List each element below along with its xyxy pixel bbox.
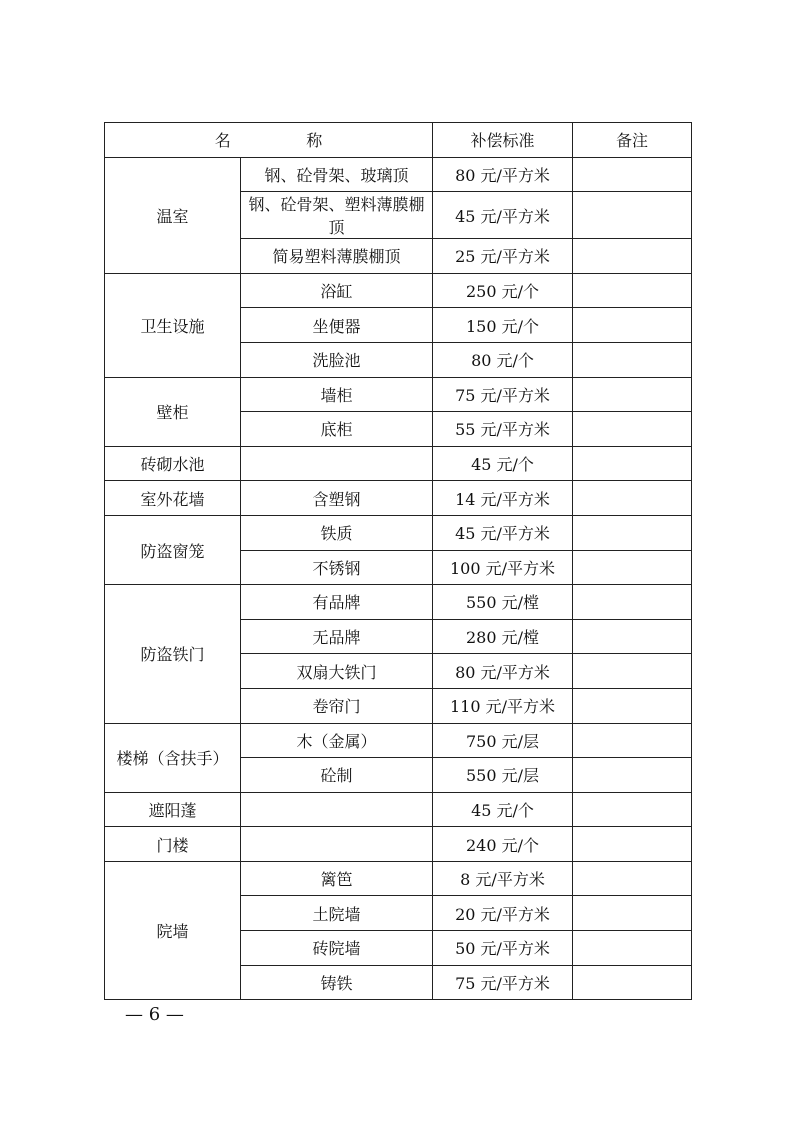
item-name-cell: 砖院墙 [241, 931, 433, 966]
price-cell: 250 元/个 [433, 273, 573, 308]
note-cell [573, 931, 692, 966]
item-name-cell: 土院墙 [241, 896, 433, 931]
price-cell: 240 元/个 [433, 827, 573, 862]
price-cell: 50 元/平方米 [433, 931, 573, 966]
category-cell: 院墙 [105, 861, 241, 999]
price-cell: 45 元/平方米 [433, 515, 573, 550]
item-name-cell: 含塑钢 [241, 481, 433, 516]
table-row [105, 481, 692, 516]
price-cell: 750 元/层 [433, 723, 573, 758]
item-name-cell: 铁质 [241, 515, 433, 550]
table-row [105, 515, 692, 550]
price-cell: 150 元/个 [433, 308, 573, 343]
category-cell: 防盗铁门 [105, 585, 241, 723]
note-cell [573, 239, 692, 274]
item-name-cell: 无品牌 [241, 619, 433, 654]
category-cell: 遮阳蓬 [105, 792, 241, 827]
note-cell [573, 157, 692, 192]
note-cell [573, 550, 692, 585]
item-name-cell: 钢、砼骨架、塑料薄膜棚顶 [241, 192, 433, 239]
table-row [105, 377, 692, 412]
note-cell [573, 192, 692, 239]
note-cell [573, 827, 692, 862]
category-cell: 砖砌水池 [105, 446, 241, 481]
category-cell: 壁柜 [105, 377, 241, 446]
note-cell [573, 342, 692, 377]
category-cell: 门楼 [105, 827, 241, 862]
item-name-cell [241, 446, 433, 481]
note-cell [573, 619, 692, 654]
table-row [105, 861, 692, 896]
price-cell: 20 元/平方米 [433, 896, 573, 931]
price-cell: 80 元/平方米 [433, 654, 573, 689]
note-cell [573, 723, 692, 758]
note-cell [573, 654, 692, 689]
item-name-cell [241, 827, 433, 862]
price-cell: 80 元/平方米 [433, 157, 573, 192]
header-name: 名 称 [105, 123, 433, 158]
note-cell [573, 515, 692, 550]
item-name-cell [241, 792, 433, 827]
price-cell: 550 元/樘 [433, 585, 573, 620]
note-cell [573, 965, 692, 1000]
table-row [105, 273, 692, 308]
table-row [105, 827, 692, 862]
note-cell [573, 861, 692, 896]
item-name-cell: 木（金属） [241, 723, 433, 758]
price-cell: 8 元/平方米 [433, 861, 573, 896]
price-cell: 75 元/平方米 [433, 965, 573, 1000]
category-cell: 防盗窗笼 [105, 515, 241, 584]
item-name-cell: 墙柜 [241, 377, 433, 412]
price-cell: 45 元/个 [433, 792, 573, 827]
item-name-cell: 浴缸 [241, 273, 433, 308]
item-name-cell: 铸铁 [241, 965, 433, 1000]
price-cell: 110 元/平方米 [433, 688, 573, 723]
item-name-cell: 洗脸池 [241, 342, 433, 377]
note-cell [573, 308, 692, 343]
price-cell: 280 元/樘 [433, 619, 573, 654]
price-cell: 14 元/平方米 [433, 481, 573, 516]
note-cell [573, 896, 692, 931]
price-cell: 550 元/层 [433, 758, 573, 793]
header-standard: 补偿标准 [433, 123, 573, 158]
page-number: — 6 — [125, 1004, 184, 1025]
price-cell: 80 元/个 [433, 342, 573, 377]
item-name-cell: 卷帘门 [241, 688, 433, 723]
header-note: 备注 [573, 123, 692, 158]
table-row [105, 792, 692, 827]
note-cell [573, 377, 692, 412]
item-name-cell: 底柜 [241, 412, 433, 447]
table-row [105, 585, 692, 620]
table-row [105, 723, 692, 758]
item-name-cell: 钢、砼骨架、玻璃顶 [241, 157, 433, 192]
price-cell: 55 元/平方米 [433, 412, 573, 447]
note-cell [573, 758, 692, 793]
table-header-row [105, 123, 692, 158]
note-cell [573, 446, 692, 481]
note-cell [573, 481, 692, 516]
item-name-cell: 砼制 [241, 758, 433, 793]
item-name-cell: 坐便器 [241, 308, 433, 343]
item-name-cell: 不锈钢 [241, 550, 433, 585]
note-cell [573, 273, 692, 308]
note-cell [573, 412, 692, 447]
category-cell: 楼梯（含扶手） [105, 723, 241, 792]
item-name-cell: 有品牌 [241, 585, 433, 620]
note-cell [573, 792, 692, 827]
compensation-table [104, 122, 692, 1000]
price-cell: 45 元/平方米 [433, 192, 573, 239]
price-cell: 100 元/平方米 [433, 550, 573, 585]
price-cell: 75 元/平方米 [433, 377, 573, 412]
item-name-cell: 简易塑料薄膜棚顶 [241, 239, 433, 274]
table-row [105, 446, 692, 481]
item-name-cell: 双扇大铁门 [241, 654, 433, 689]
category-cell: 温室 [105, 157, 241, 273]
category-cell: 卫生设施 [105, 273, 241, 377]
note-cell [573, 688, 692, 723]
note-cell [573, 585, 692, 620]
category-cell: 室外花墙 [105, 481, 241, 516]
item-name-cell: 篱笆 [241, 861, 433, 896]
table-row [105, 157, 692, 192]
price-cell: 25 元/平方米 [433, 239, 573, 274]
price-cell: 45 元/个 [433, 446, 573, 481]
